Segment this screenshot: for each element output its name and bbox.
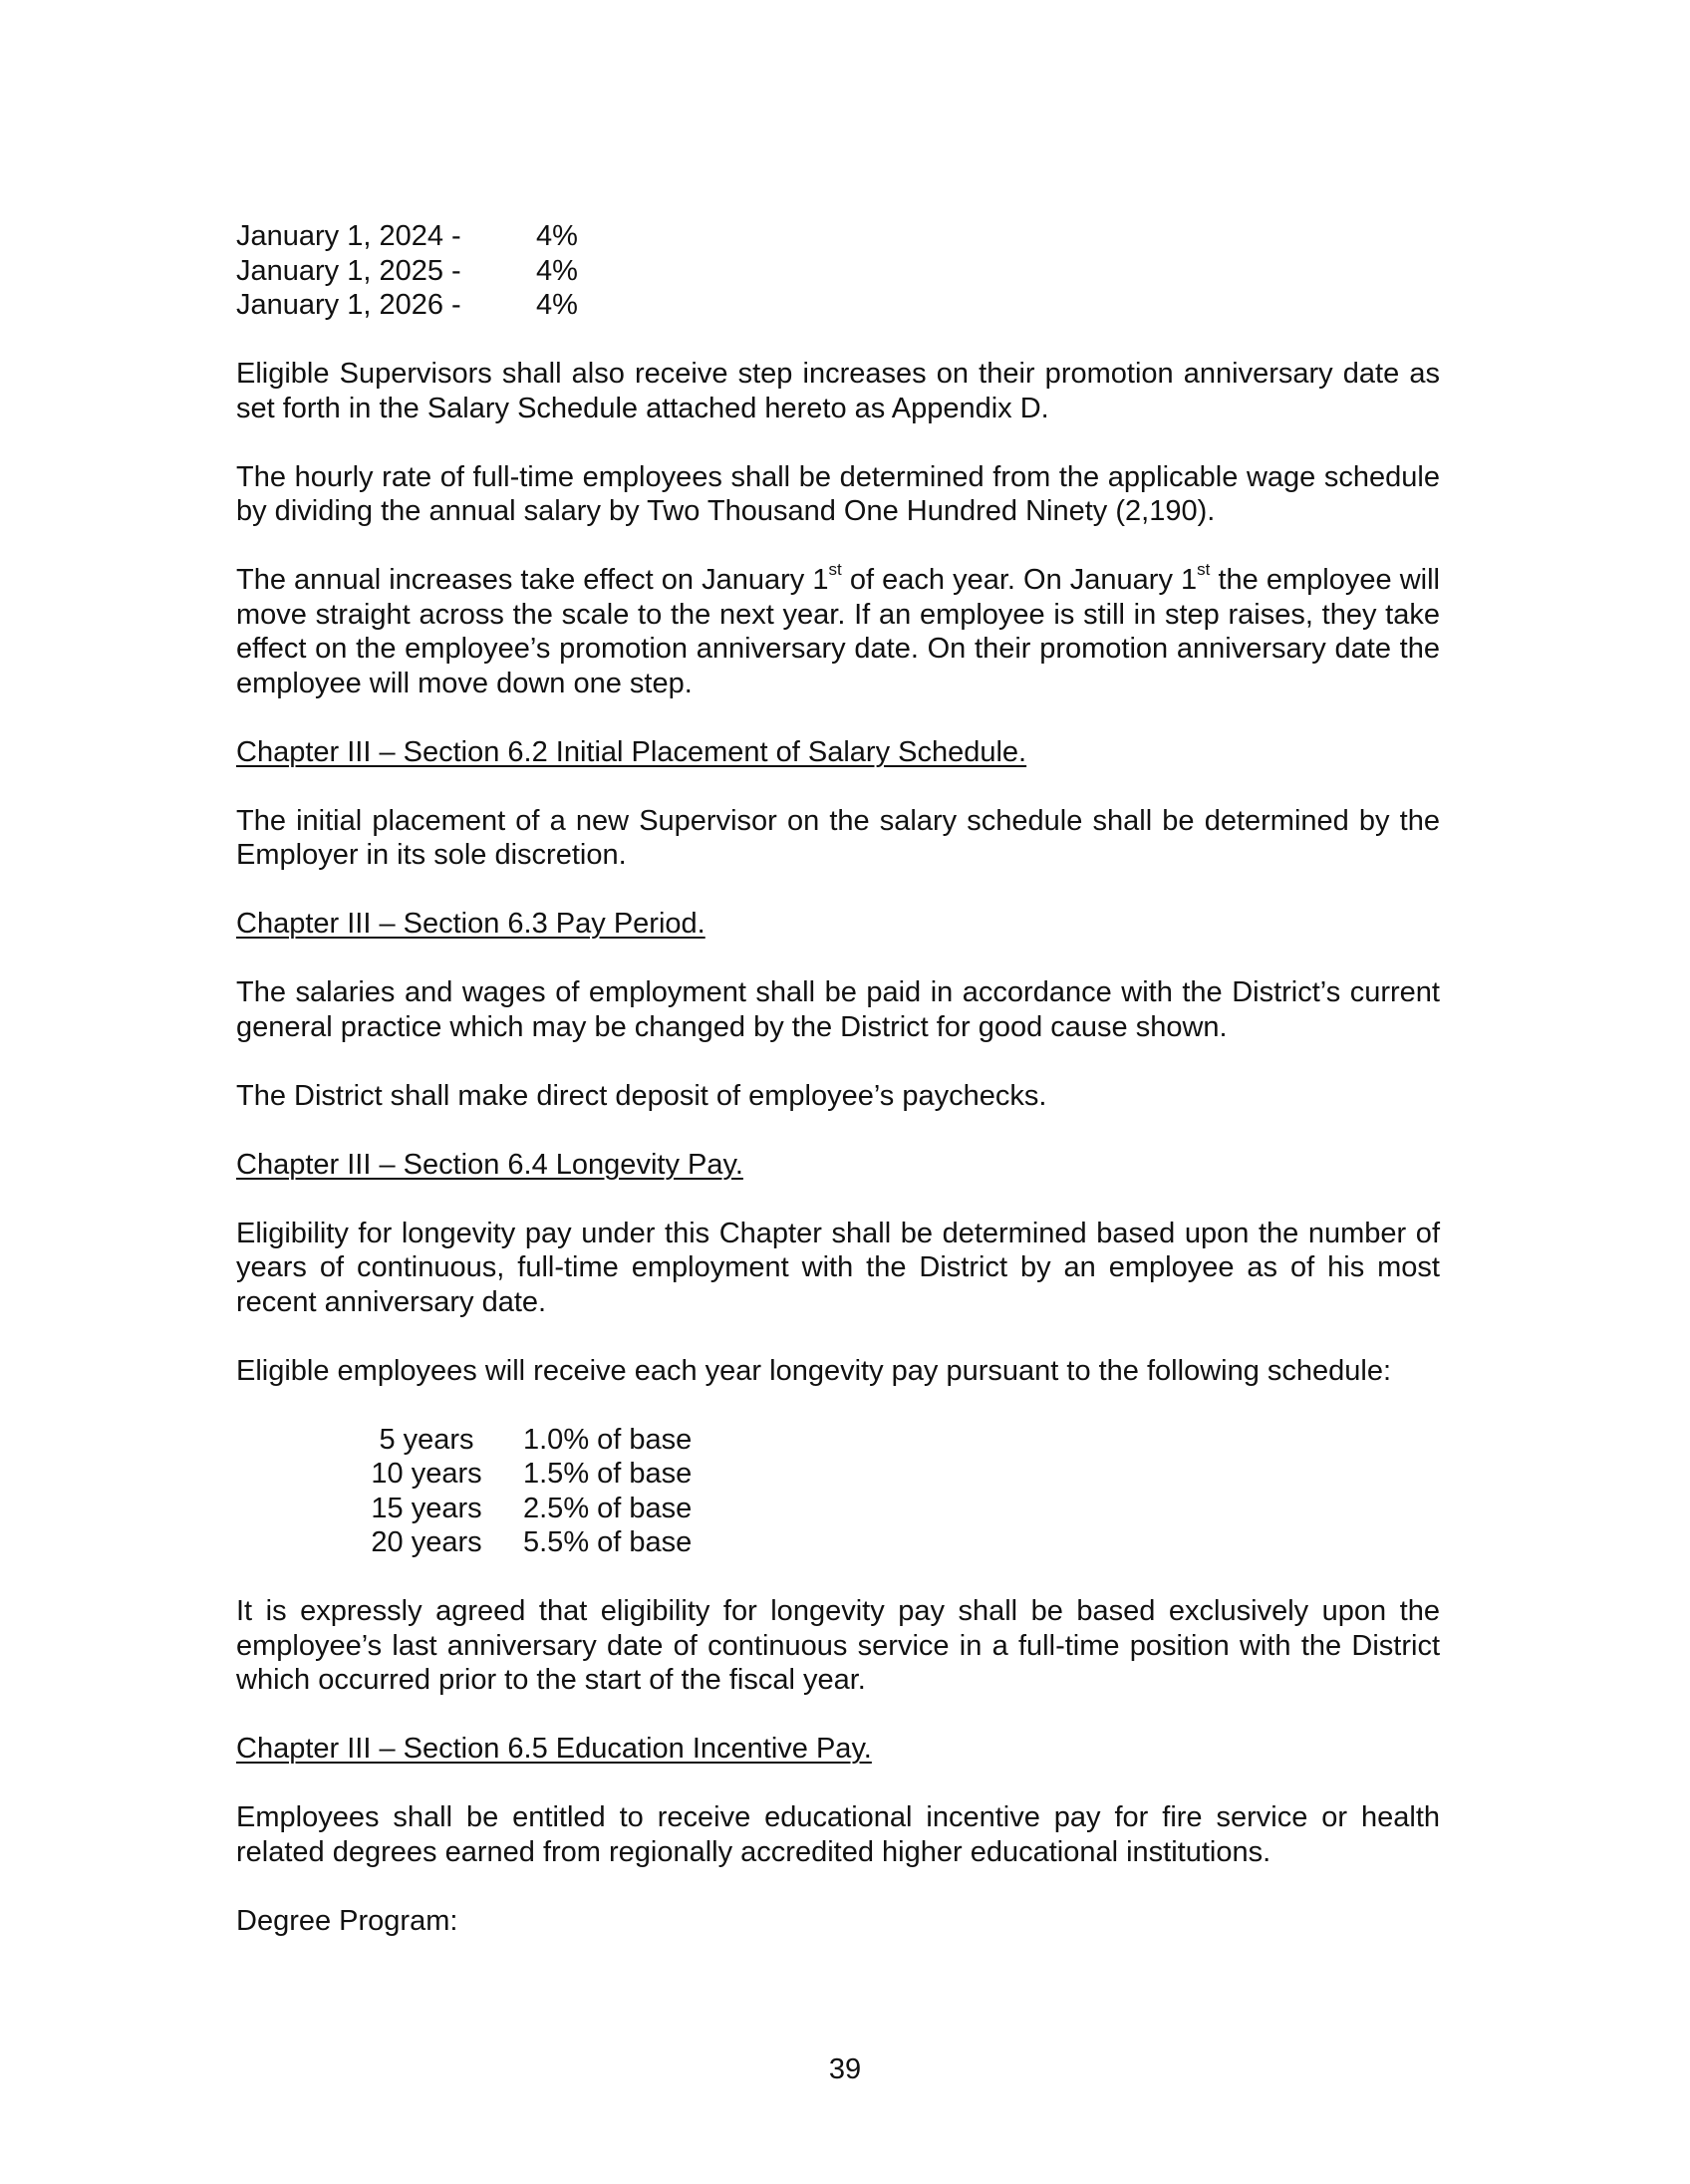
longevity-pay: 2.5% of base xyxy=(523,1492,693,1524)
section-heading-6-2: Chapter III – Section 6.2 Initial Placement of Salary Schedule. xyxy=(236,735,1027,768)
longevity-years: 20 years xyxy=(371,1526,482,1558)
longevity-years: 15 years xyxy=(371,1492,482,1524)
section-heading-6-3: Chapter III – Section 6.3 Pay Period. xyxy=(236,908,705,940)
annual-increase-text-3: the employee will move straight across the scale to the next year. If an employee is still in step raises, they take effect on the employee’s promotion anniversary date. On their promotion anniversary date the employee will move down one step. xyxy=(236,564,1440,699)
longevity-years: 10 years xyxy=(371,1458,482,1490)
initial-placement-paragraph: The initial placement of a new Supervisor on the salary schedule shall be determined by the Employer in its sole discretion. xyxy=(236,804,1440,871)
longevity-pay: 5.5% of base xyxy=(523,1526,693,1558)
longevity-pay: 1.5% of base xyxy=(523,1458,693,1490)
step-increases-paragraph: Eligible Supervisors shall also receive step increases on their promotion anniversary date as set forth in the Salary Schedule attached hereto as Appendix D. xyxy=(236,358,1440,424)
rate-date: January 1, 2024 - xyxy=(236,220,461,252)
longevity-agreement-paragraph: It is expressly agreed that eligibility for longevity pay shall be based exclusively upon the employee’s last anniversary date of continuous service in a full-time position with the District which occurred prior to the start of the fiscal year. xyxy=(236,1595,1440,1696)
longevity-schedule-intro: Eligible employees will receive each year longevity pay pursuant to the following schedule: xyxy=(236,1354,1392,1387)
hourly-rate-paragraph: The hourly rate of full-time employees shall be determined from the applicable wage schedule by dividing the annual salary by Two Thousand One Hundred Ninety (2,190). xyxy=(236,460,1440,527)
longevity-row xyxy=(330,1423,692,1458)
longevity-years: 5 years xyxy=(379,1423,474,1456)
longevity-pay: 1.0% of base xyxy=(523,1423,693,1456)
longevity-row xyxy=(330,1492,692,1526)
rate-date: January 1, 2025 - xyxy=(236,254,461,287)
page-number: 39 xyxy=(828,2053,862,2085)
annual-increase-paragraph xyxy=(236,560,1440,700)
section-heading-6-5: Chapter III – Section 6.5 Education Incentive Pay. xyxy=(236,1733,872,1765)
direct-deposit-paragraph: The District shall make direct deposit of employee’s paychecks. xyxy=(236,1079,1047,1112)
longevity-row xyxy=(330,1457,692,1492)
rate-value: 4% xyxy=(536,254,578,287)
rate-date: January 1, 2026 - xyxy=(236,289,461,321)
rate-row xyxy=(236,254,578,289)
page-content xyxy=(236,219,1440,1938)
section-heading-6-4: Chapter III – Section 6.4 Longevity Pay. xyxy=(236,1148,743,1181)
education-incentive-paragraph: Employees shall be entitled to receive educational incentive pay for fire service or health related degrees earned from regionally accredited higher educational institutions. xyxy=(236,1801,1440,1868)
ordinal-suffix: st xyxy=(1197,560,1211,580)
rate-row xyxy=(236,219,578,254)
rate-value: 4% xyxy=(536,289,578,321)
longevity-schedule-table xyxy=(330,1423,692,1560)
annual-increase-text-1: The annual increases take effect on January 1 xyxy=(236,564,829,596)
annual-increase-text-2: of each year. On January 1 xyxy=(841,564,1198,596)
degree-program-label: Degree Program: xyxy=(236,1904,458,1937)
pay-period-paragraph: The salaries and wages of employment shall be paid in accordance with the District’s current general practice which may be changed by the District for good cause shown. xyxy=(236,976,1440,1043)
rate-value: 4% xyxy=(536,220,578,252)
longevity-eligibility-paragraph: Eligibility for longevity pay under this Chapter shall be determined based upon the number of years of continuous, full-time employment with the District by an employee as of his most recent anniversary date. xyxy=(236,1217,1440,1318)
rate-row xyxy=(236,288,578,323)
longevity-row xyxy=(330,1525,692,1560)
ordinal-suffix: st xyxy=(828,560,842,580)
rate-schedule-table xyxy=(236,219,578,323)
